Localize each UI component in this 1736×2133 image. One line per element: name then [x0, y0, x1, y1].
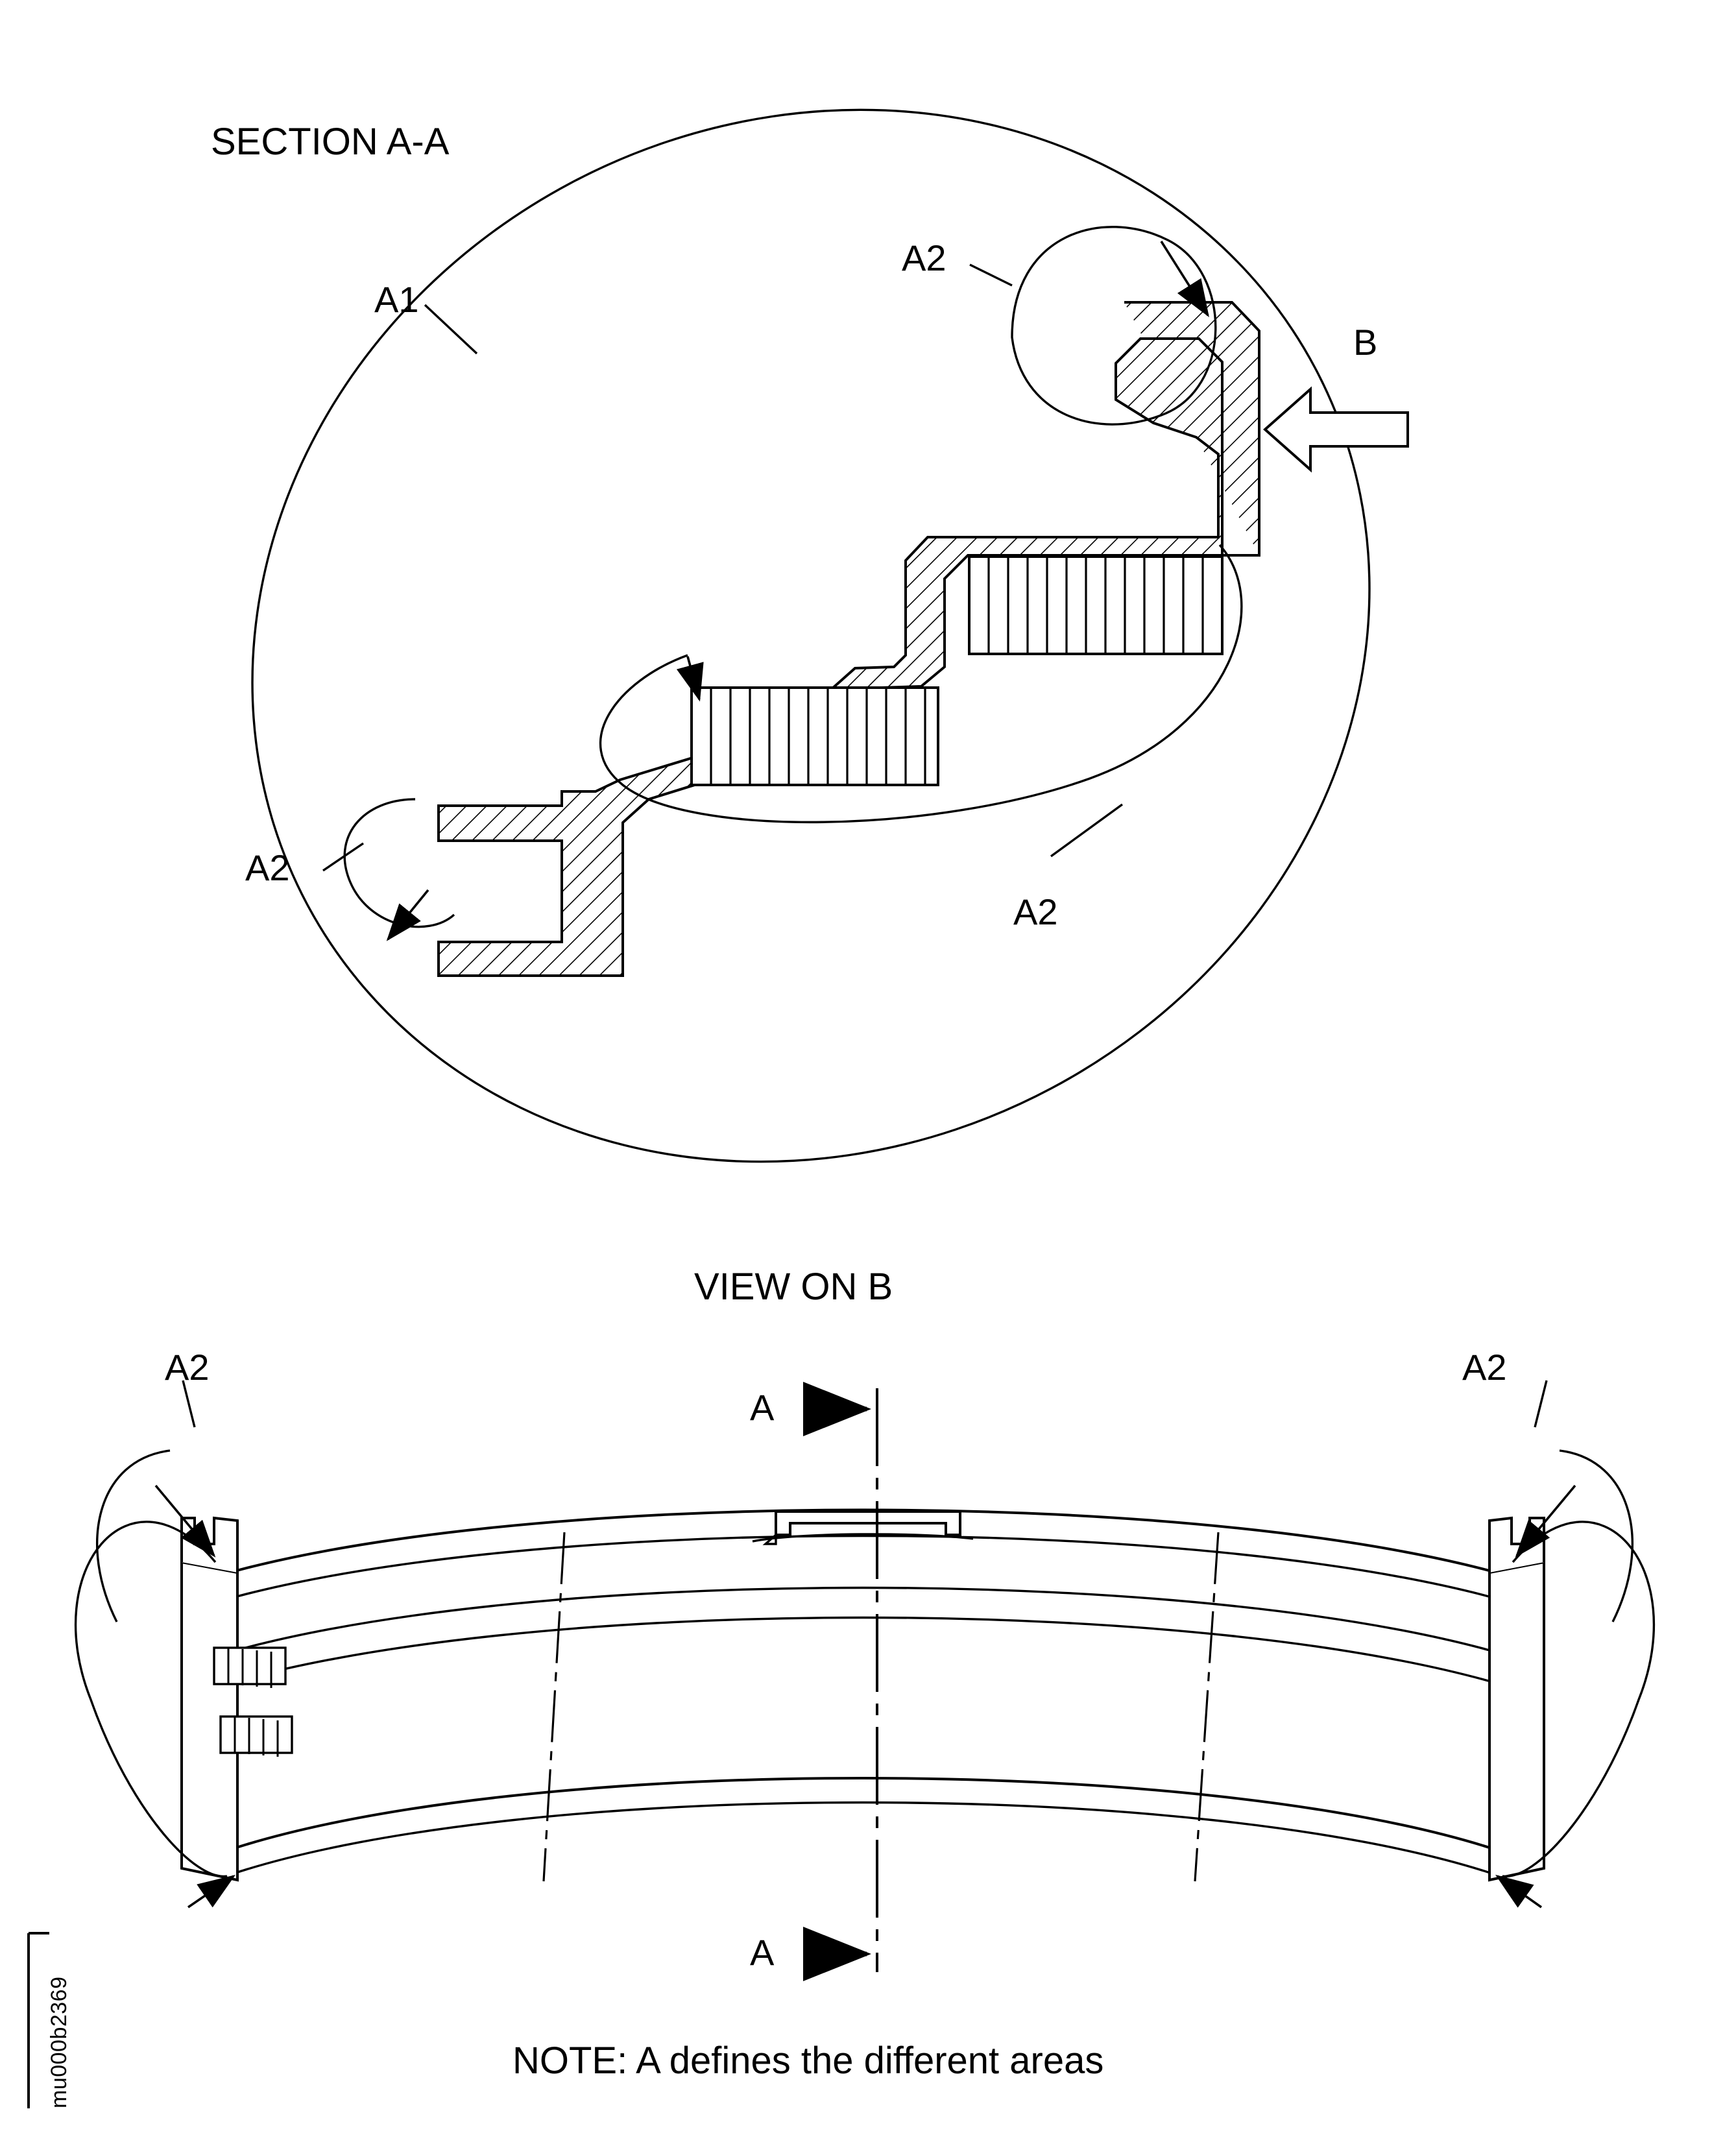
a1-leader-line	[425, 305, 477, 354]
a2-leader-top	[970, 265, 1012, 285]
label-a1: A1	[374, 279, 419, 320]
a2-leader-right	[1051, 804, 1122, 856]
segment-bottom-edge-inner	[234, 1803, 1492, 1874]
detail-boundary-ellipse	[66, 0, 1556, 1356]
knurl-band-lower	[692, 688, 938, 785]
a2-leader-view-right	[1535, 1380, 1547, 1427]
aux-chain-right	[1195, 1532, 1218, 1881]
a2-arrow-view-left-bottom	[188, 1876, 234, 1907]
note-text: NOTE: A defines the different areas	[512, 2040, 1104, 2082]
segment-right-end	[1489, 1562, 1544, 1880]
label-a2-top: A2	[902, 237, 946, 278]
aux-chain-left	[544, 1532, 564, 1881]
a2-arrow-view-right-top	[1517, 1486, 1575, 1556]
section-title: SECTION A-A	[211, 121, 450, 163]
label-a2-right: A2	[1013, 891, 1058, 932]
segment-rib-line-2	[205, 1618, 1521, 1691]
view-on-b-title: VIEW ON B	[694, 1266, 893, 1308]
segment-bottom-edge	[228, 1778, 1497, 1850]
view-on-b-group	[76, 1380, 1654, 1972]
label-a2-view-left: A2	[165, 1347, 210, 1388]
a2-arrow-left	[388, 890, 428, 939]
knurl-band-upper	[969, 557, 1222, 654]
figure-code: mu000b2369	[47, 1976, 71, 2108]
a2-leader-left	[323, 843, 363, 871]
view-b-arrow	[1265, 389, 1408, 470]
label-a2-view-right: A2	[1462, 1347, 1507, 1388]
center-boss	[766, 1512, 960, 1544]
label-a2-left: A2	[245, 847, 290, 888]
label-section-a-top: A	[750, 1387, 775, 1428]
segment-top-edge-inner	[195, 1536, 1531, 1609]
label-view-b-arrow: B	[1353, 322, 1378, 363]
label-section-a-bottom: A	[750, 1932, 775, 1973]
segment-rib-line-1	[201, 1588, 1525, 1661]
section-aa-group	[66, 0, 1556, 1356]
a2-arrow-view-right-bottom	[1497, 1876, 1541, 1907]
